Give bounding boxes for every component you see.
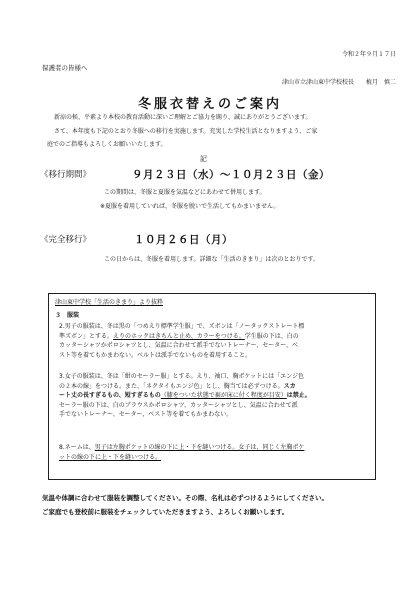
footer-line-2: ご家庭でも登校前に服装をチェックしていただきますよう、よろしくお願いします。 — [42, 508, 289, 516]
rule-boys-underlined: えりのホックはきちんと止め、カラーをつける。 — [113, 332, 245, 340]
footer-line-1: 気温や体調に合わせて服装を調整してください。その際、名札は必ずつけるようにしてください。 — [42, 494, 328, 502]
transition-note-2: ※夏服を着用していれば、冬服を脱いで生活してもかまいません。 — [100, 203, 280, 210]
rule-nametag-line-1 — [59, 443, 369, 453]
rules-heading: 津山東中学校「生活のきまり」より抜粋 — [55, 299, 164, 306]
rule-nametag-lead: 8.ネームは、 — [59, 444, 95, 451]
sender: 津山市立津山東中学校校長 植月 慎二 — [281, 79, 396, 86]
rule-boys-line-4: スト等を着てもかまわない。ベルトは派手でないものを着用すること。 — [59, 351, 252, 359]
rule-girls-line-2 — [59, 382, 369, 392]
recipient: 保護者の皆様へ — [42, 64, 88, 72]
rule-girls — [59, 372, 369, 420]
rule-nametag-line-2: ットの線の下に上・下を縫いつける。 — [59, 453, 162, 461]
complete-label: 《完全移行》 — [40, 235, 92, 245]
rule-boys-line-1: 2.男子の服装は、冬は黒の「つめえり標準学生服」で、ズボンは「ノータックストレート標 — [59, 323, 305, 330]
intro-line-1: 新涼の候、平素より本校の教育活動に深いご理解とご協力を賜り、誠にありがとうございます。 — [54, 114, 312, 121]
rule-girls-skirt-bold: ート丈の長すぎるもの、短すぎるもの — [59, 392, 161, 399]
rule-girls-line-4: セーラー服の下は、白のブラウスかポロシャツ、カッターシャツとし、気温に合わせて派 — [59, 401, 298, 409]
intro-line-3: 庭でのご指導もよろしくお願いいたします。 — [47, 141, 167, 148]
rule-boys-line-2 — [59, 332, 369, 342]
rules-section-title: ３ 服装 — [55, 312, 80, 319]
ki-marker: 記 — [200, 155, 207, 163]
rule-girls-line-3 — [59, 391, 369, 401]
complete-date: １０月２６日（月） — [134, 234, 233, 246]
transition-dates: ９月２３日（水）〜１０月２３日（金） — [132, 169, 330, 181]
rule-girls-line-1: 3.女子の服装は、冬は「紺のセーラー服」とする。えり、袖口、胸ポケットには「エンジ色 — [59, 373, 305, 380]
rule-girls-prohibited: は禁止。 — [286, 392, 311, 399]
rule-nametag-underlined: 男子は左胸ポケットの線の下に上・下を縫いつける。女子は、同じく左胸ポケ — [94, 444, 305, 451]
rule-girls-text: の２本の線」をつける。また、「ネクタイもエンジ色」とし、胸当ては必ずつける。 — [59, 382, 284, 390]
rules-box — [48, 293, 376, 480]
document-date: 令和２年９月１７日 — [341, 51, 396, 58]
complete-note: この日からは、冬服を着用します。詳細な「生活のきまり」は次のとおりです。 — [104, 256, 320, 263]
rule-nametag — [59, 443, 369, 462]
rule-boys — [59, 322, 369, 360]
rule-boys-line-3: カッターシャツかポロシャツとし、気温に合わせて派手でないトレーナー、セーター、ベ — [59, 342, 298, 349]
rule-girls-line-5: 手でないトレーナー、セーター、ベスト等を着てもかまわない。 — [59, 411, 233, 418]
rule-boys-text: 準ズボン」とする。 — [59, 332, 114, 340]
transition-label: 《移行期間》 — [40, 170, 92, 180]
rule-girls-bold: スカ — [283, 382, 296, 390]
page-title: 冬服衣替えのご案内 — [137, 97, 282, 112]
rule-girls-skirt-underlined: （膝をついた状態で裾が床に付く程度が目安） — [160, 392, 287, 399]
rule-boys-text-end: 学生服の下は、白の — [244, 332, 299, 340]
intro-line-2: さて、本年度も下記のとおり冬服への移行を実施します。充実した学校生活となりますよう、ご家 — [54, 128, 318, 135]
transition-note-1: この期間は、冬服と夏服を気温などにあわせて併用します。 — [104, 189, 266, 196]
